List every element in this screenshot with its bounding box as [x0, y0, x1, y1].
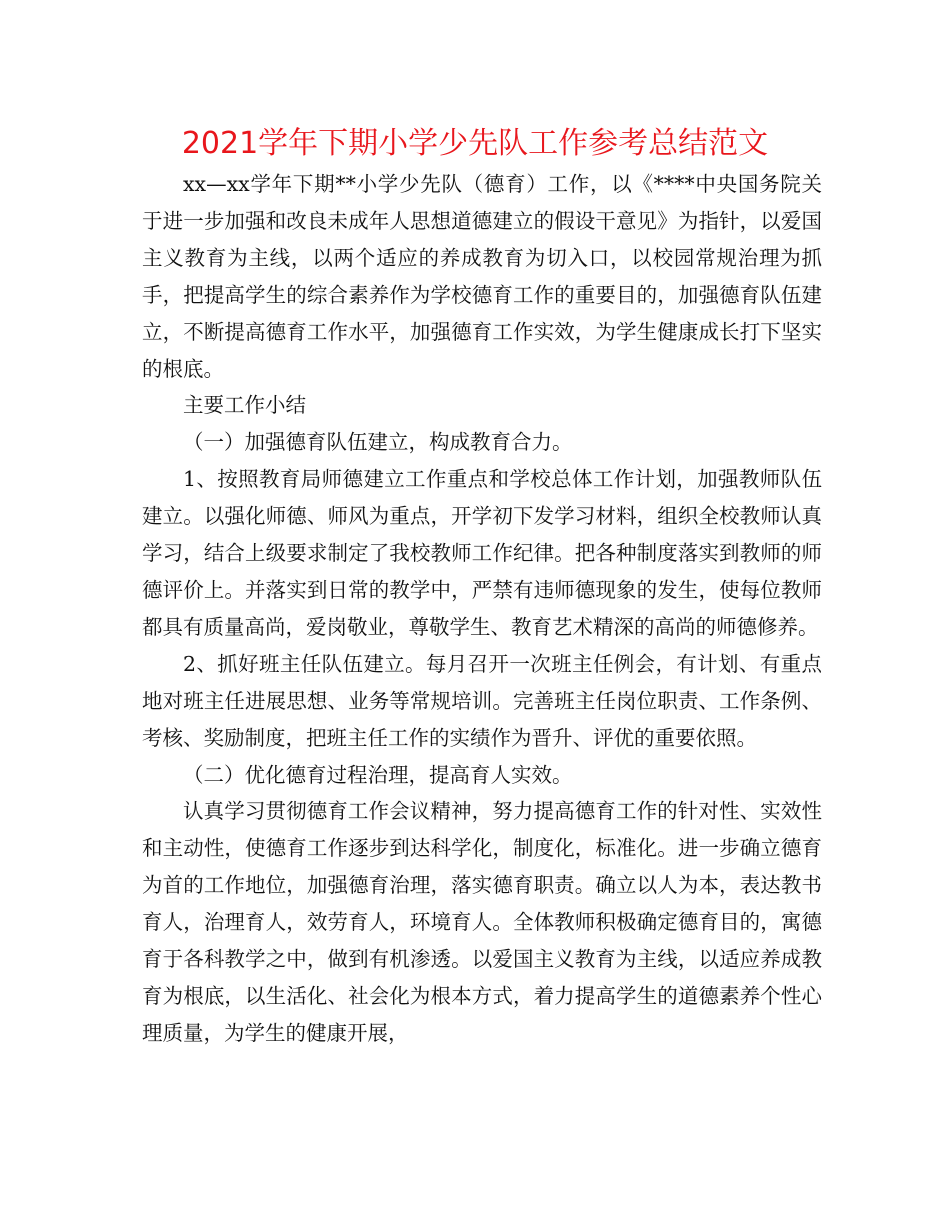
subsection-heading-2: （二）优化德育过程治理，提高育人实效。: [183, 762, 573, 787]
paragraph-item-1: 1、按照教育局师德建立工作重点和学校总体工作计划，加强教师队伍建立。以强化师德、师风为重点，开学初下发学习材料，组织全校教师认真学习，结合上级要求制定了我校教师工作纪律。把各种制度落实到教师的师德评价上。并落实到日常的教学中，严禁有违师德现象的发生，使每位教师都具有质量高尚，爱岗敬业，尊敬学生、教育艺术精深的高尚的师德修养。: [142, 467, 822, 639]
paragraph-intro: xx—xx学年下期**小学少先队（德育）工作，以《****中央国务院关于进一步加强和改良未成年人思想道德建立的假设干意见》为指针，以爱国主义教育为主线，以两个适应的养成教育为切入口，以校园常规治理为抓手，把提高学生的综合素养作为学校德育工作的重要目的，加强德育队伍建立，不断提高德育工作水平，加强德育工作实效，为学生健康成长打下坚实的根底。: [142, 172, 822, 381]
paragraph-moral-education: 认真学习贯彻德育工作会议精神，努力提高德育工作的针对性、实效性和主动性，使德育工作逐步到达科学化，制度化，标准化。进一步确立德育为首的工作地位，加强德育治理，落实德育职责。确立以人为本，表达教书育人，治理育人，效劳育人，环境育人。全体教师积极确定德育目的，寓德育于各科教学之中，做到有机渗透。以爱国主义教育为主线，以适应养成教育为根底，以生活化、社会化为根本方式，着力提高学生的道德素养个性心理质量，为学生的健康开展，: [142, 799, 822, 1045]
paragraph-item-2: 2、抓好班主任队伍建立。每月召开一次班主任例会，有计划、有重点地对班主任进展思想、业务等常规培训。完善班主任岗位职责、工作条例、考核、奖励制度，把班主任工作的实绩作为晋升、评优的重要依照。: [142, 651, 822, 750]
section-heading-summary: 主要工作小结: [183, 393, 306, 418]
document-title: 2021学年下期小学少先队工作参考总结范文: [181, 126, 769, 161]
document-body: [142, 166, 822, 1052]
subsection-heading-1: （一）加强德育队伍建立，构成教育合力。: [183, 430, 573, 455]
